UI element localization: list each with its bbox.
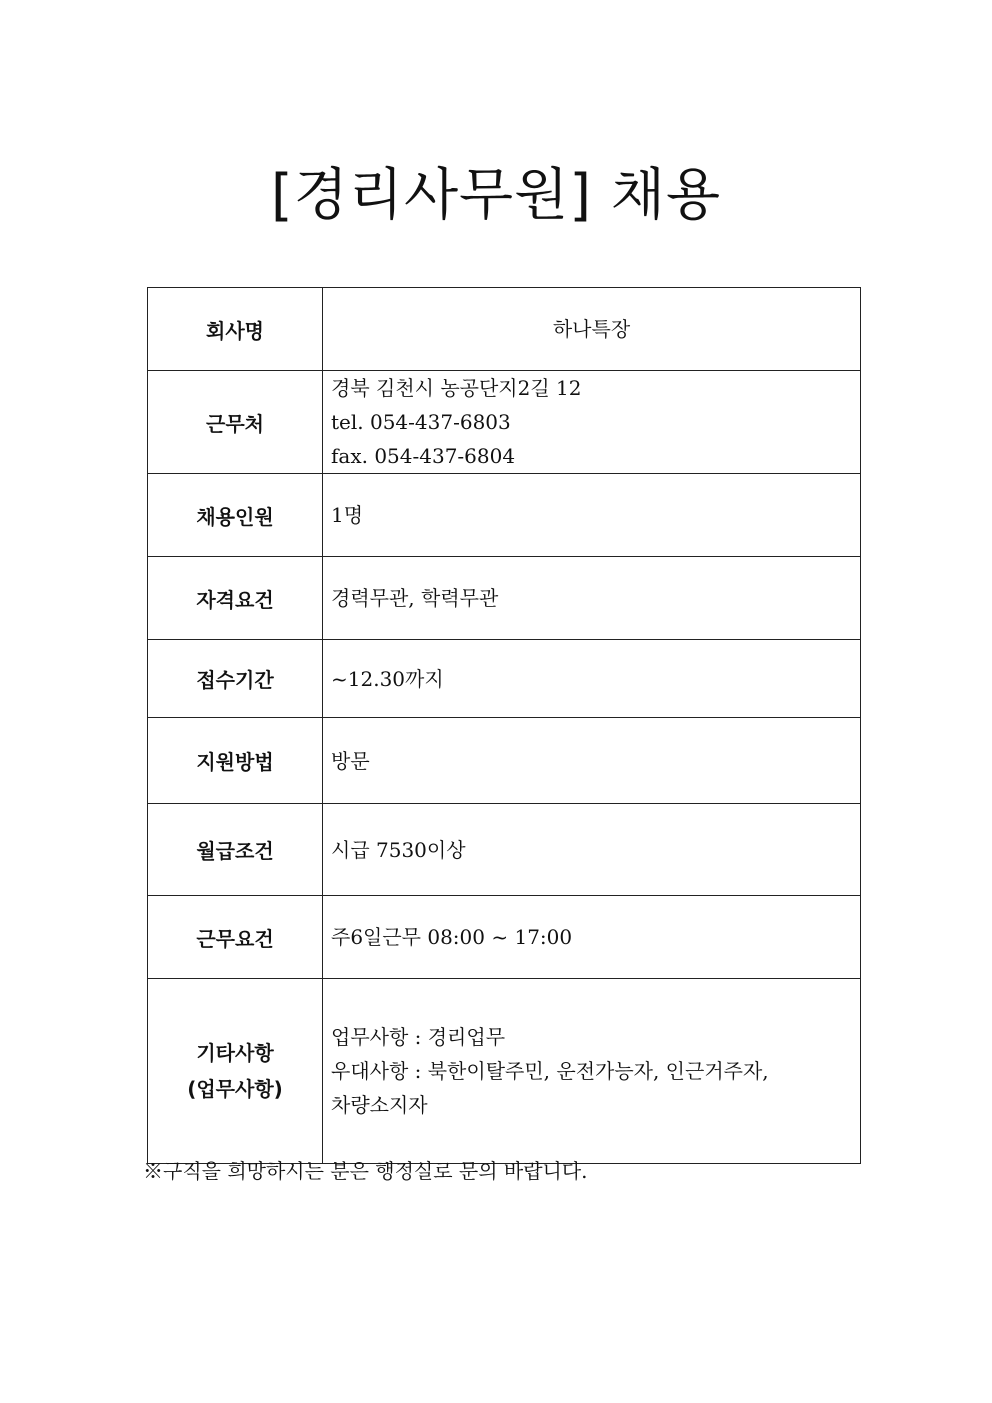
workplace-tel: tel. 054-437-6803	[331, 410, 511, 434]
hours-label: 근무요건	[148, 896, 323, 979]
salary-value: 시급 7530이상	[323, 804, 861, 896]
headcount-value: 1명	[323, 474, 861, 557]
footer-note: ※구직을 희망하시는 분은 행정실로 문의 바랍니다.	[143, 1159, 588, 1183]
etc-label-line2: (업무사항)	[187, 1077, 283, 1101]
table-row-qualification	[148, 557, 861, 640]
method-value: 방문	[323, 718, 861, 804]
table-row-period	[148, 640, 861, 718]
etc-duty: 업무사항 : 경리업무	[331, 1025, 506, 1049]
headcount-label: 채용인원	[148, 474, 323, 557]
etc-preference-cont: 차량소지자	[331, 1093, 428, 1117]
salary-label: 월급조건	[148, 804, 323, 896]
table-row-workplace	[148, 371, 861, 474]
method-label: 지원방법	[148, 718, 323, 804]
workplace-fax: fax. 054-437-6804	[331, 444, 516, 468]
etc-label	[148, 979, 323, 1164]
table-row-headcount	[148, 474, 861, 557]
table-row-etc	[148, 979, 861, 1164]
company-value: 하나특장	[323, 288, 861, 371]
table-row-method	[148, 718, 861, 804]
workplace-value	[323, 371, 861, 474]
etc-label-line1: 기타사항	[196, 1041, 274, 1065]
company-label: 회사명	[148, 288, 323, 371]
qualification-label: 자격요건	[148, 557, 323, 640]
qualification-value: 경력무관, 학력무관	[323, 557, 861, 640]
hours-value: 주6일근무 08:00 ~ 17:00	[323, 896, 861, 979]
etc-value	[323, 979, 861, 1164]
workplace-label: 근무처	[148, 371, 323, 474]
table-row-hours	[148, 896, 861, 979]
job-posting-table	[147, 287, 861, 1164]
workplace-address: 경북 김천시 농공단지2길 12	[331, 376, 582, 400]
etc-preference: 우대사항 : 북한이탈주민, 운전가능자, 인근거주자,	[331, 1059, 769, 1083]
table-row-salary	[148, 804, 861, 896]
page-title: [경리사무원] 채용	[270, 163, 722, 228]
period-label: 접수기간	[148, 640, 323, 718]
table-row-company	[148, 288, 861, 371]
period-value: ~12.30까지	[323, 640, 861, 718]
